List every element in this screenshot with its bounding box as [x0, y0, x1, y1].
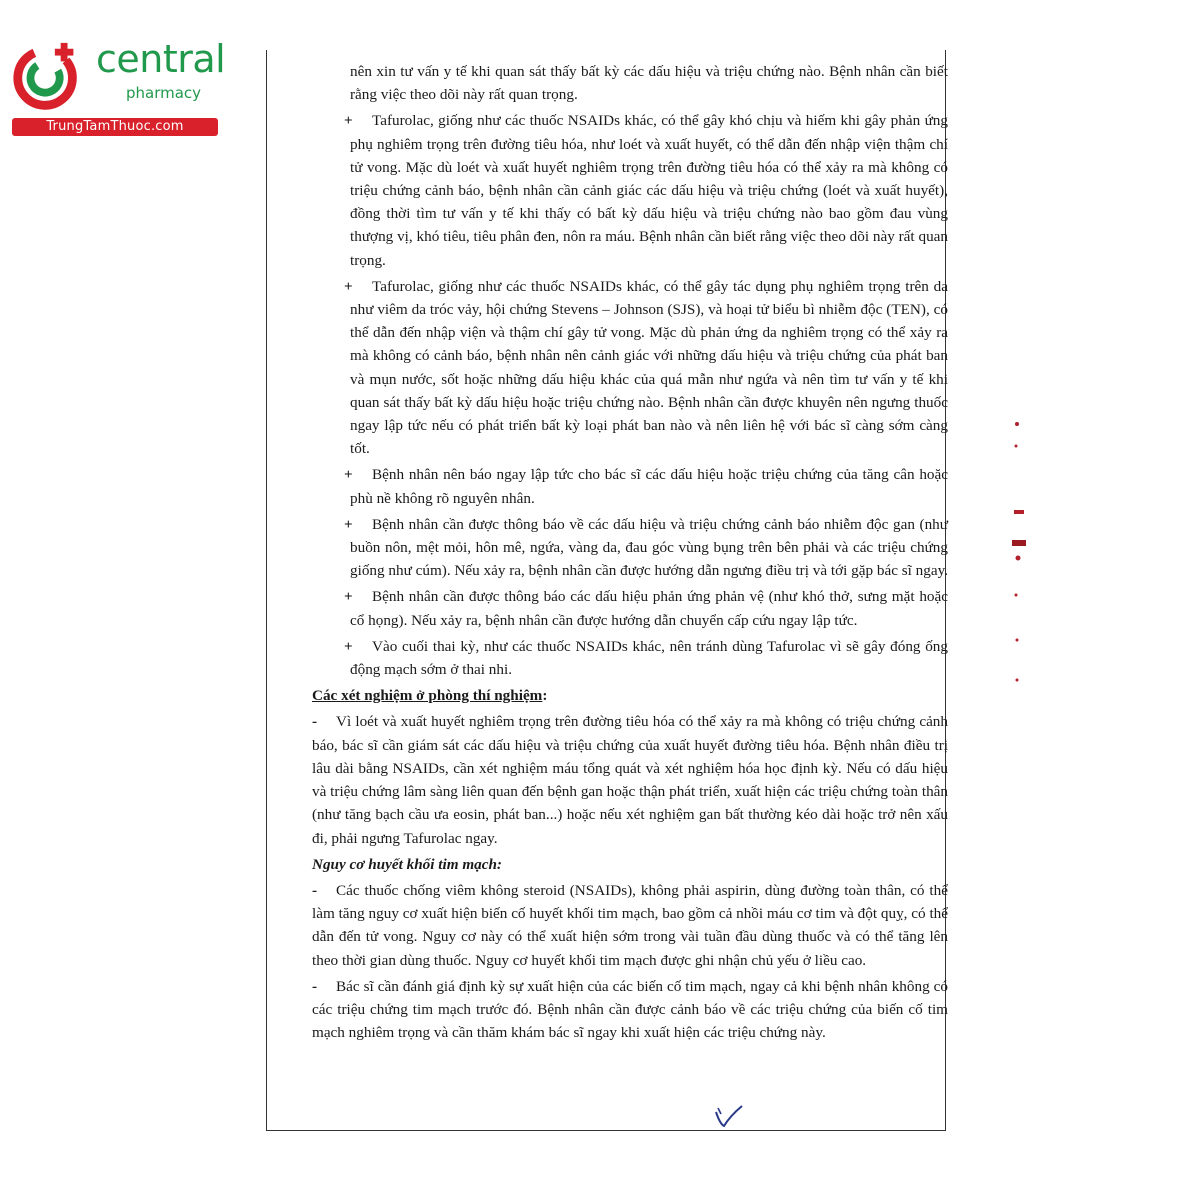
brand-url-badge[interactable]: TrungTamThuoc.com: [12, 118, 218, 136]
lab-item-text: Vì loét và xuất huyết nghiêm trọng trên đường tiêu hóa có thể xảy ra mà không có triệu chứng cảnh báo, bác sĩ cần giám sát các dấu hiệu và triệu chứng của xuất huyết đường tiêu hóa. Bệnh nhân điều trị lâu dài bằng NSAIDs, cần xét nghiệm máu tổng quát và xét nghiệm hóa học định kỳ. Nếu có dấu hiệu và triệu chứng lâm sàng liên quan đến bệnh gan hoặc thận phát triển, xuất hiện các triệu chứng toàn thân (như tăng bạch cầu ưa eosin, phát ban...) hoặc nếu xét nghiệm gan bất thường kéo dài hoặc trở nên xấu đi, phải ngưng Tafurolac ngay.: [312, 713, 948, 847]
document-body: [312, 60, 948, 1047]
plus-item-text: Tafurolac, giống như các thuốc NSAIDs khác, có thể gây khó chịu và hiếm khi gây phản ứng phụ nghiêm trọng trên đường tiêu hóa, như loét và xuất huyết, có thể dẫn đến nhập viện thậm chí tử vong. Mặc dù loét và xuất huyết nghiêm trọng trên đường tiêu hóa có thể xảy ra mà không có triệu chứng cảnh báo, bệnh nhân cần cảnh giác các dấu hiệu và triệu chứng (loét và xuất huyết), đồng thời tìm tư vấn y tế khi thấy có bất kỳ dấu hiệu và triệu chứng nào bao gồm đau vùng thượng vị, khó tiêu, tiêu phân đen, nôn ra máu. Bệnh nhân cần biết rằng việc theo dõi này rất quan trọng.: [350, 112, 948, 269]
handwritten-initial: [712, 1102, 746, 1130]
plus-bullet: +: [344, 637, 353, 655]
central-pharmacy-logo-icon: [10, 38, 88, 118]
plus-item-2: [312, 275, 948, 461]
lab-tests-heading-colon: :: [542, 687, 548, 705]
lab-tests-heading-text: Các xét nghiệm ở phòng thí nghiệm: [312, 687, 543, 705]
cv-item-2: [312, 975, 948, 1045]
plus-bullet: +: [344, 466, 353, 484]
brand-subtitle: pharmacy: [126, 84, 202, 102]
dash-bullet: -: [312, 977, 318, 995]
plus-item-3: [312, 463, 948, 509]
cv-item-text: Bác sĩ cần đánh giá định kỳ sự xuất hiện của các biến cố tim mạch, ngay cả khi bệnh nhân không có các triệu chứng tim mạch trước đó. Bệnh nhân cần được cảnh báo về các triệu chứng của biến cố tim mạch nghiêm trọng và cần thăm khám bác sĩ ngay khi xuất hiện các triệu chứng này.: [312, 977, 948, 1042]
plus-item-text: Bệnh nhân nên báo ngay lập tức cho bác sĩ các dấu hiệu hoặc triệu chứng của tăng cân hoặc phù nề không rõ nguyên nhân.: [350, 466, 948, 507]
brand-name: central: [96, 37, 226, 81]
plus-item-text: Bệnh nhân cần được thông báo các dấu hiệu phản ứng phản vệ (như khó thở, sưng mặt hoặc cổ họng). Nếu xảy ra, bệnh nhân cần được hướng dẫn chuyển cấp cứu ngay lập tức.: [350, 588, 948, 629]
cv-item-1: [312, 879, 948, 972]
lab-tests-heading: [312, 684, 948, 707]
intro-paragraph: nên xin tư vấn y tế khi quan sát thấy bất kỳ các dấu hiệu và triệu chứng nào. Bệnh nhân cần biết rằng việc theo dõi này rất quan trọng.: [350, 63, 948, 104]
cv-item-text: Các thuốc chống viêm không steroid (NSAIDs), không phải aspirin, dùng đường toàn thân, có thể làm tăng nguy cơ xuất hiện biến cố huyết khối tim mạch, bao gồm cả nhồi máu cơ tim và đột quỵ, có thể dẫn đến tử vong. Nguy cơ này có thể xuất hiện sớm trong vài tuần đầu dùng thuốc và có thể tăng lên theo thời gian dùng thuốc. Nguy cơ huyết khối tim mạch được ghi nhận chủ yếu ở liều cao.: [312, 881, 948, 969]
plus-bullet: +: [344, 112, 353, 130]
plus-item-1: [312, 109, 948, 271]
margin-stain-marks: [1008, 420, 1032, 700]
dash-bullet: -: [312, 881, 318, 899]
lab-item-1: [312, 710, 948, 849]
plus-item-5: [312, 585, 948, 631]
plus-bullet: +: [344, 588, 353, 606]
plus-item-6: [312, 635, 948, 681]
plus-item-text: Vào cuối thai kỳ, như các thuốc NSAIDs khác, nên tránh dùng Tafurolac vì sẽ gây đóng ống động mạch sớm ở thai nhi.: [350, 637, 948, 679]
plus-item-text: Bệnh nhân cần được thông báo về các dấu hiệu và triệu chứng cảnh báo nhiễm độc gan (như buồn nôn, mệt mỏi, hôn mê, ngứa, vàng da, đau góc vùng bụng trên bên phải và các triệu chứng giống như cúm). Nếu xảy ra, bệnh nhân cần được hướng dẫn ngưng điều trị và tới gặp bác sĩ ngay.: [350, 515, 948, 580]
cv-risk-heading: Nguy cơ huyết khối tim mạch:: [312, 855, 502, 873]
plus-bullet: +: [344, 277, 353, 295]
plus-bullet: +: [344, 515, 353, 533]
brand-logo[interactable]: [10, 37, 226, 138]
plus-item-text: Tafurolac, giống như các thuốc NSAIDs khác, có thể gây tác dụng phụ nghiêm trọng trên da như viêm da tróc vảy, hội chứng Stevens – Johnson (SJS), và hoại tử biểu bì nhiễm độc (TEN), có thể dẫn đến nhập viện và thậm chí gây tử vong. Mặc dù phản ứng da nghiêm trọng có thể xảy ra mà không có cảnh báo, bệnh nhân nên cảnh giác với những dấu hiệu và triệu chứng của phát ban và mụn nước, sốt hoặc những dấu hiệu khác của quá mẫn như ngứa và nên tìm tư vấn y tế khi quan sát thấy bất kỳ dấu hiệu hoặc triệu chứng nào. Bệnh nhân cần được khuyên nên ngưng thuốc ngay lập tức nếu có phát triển bất kỳ loại phát ban nào và nên liên hệ với bác sĩ càng sớm càng tốt.: [350, 277, 948, 458]
plus-item-4: [312, 513, 948, 583]
dash-bullet: -: [312, 713, 318, 731]
